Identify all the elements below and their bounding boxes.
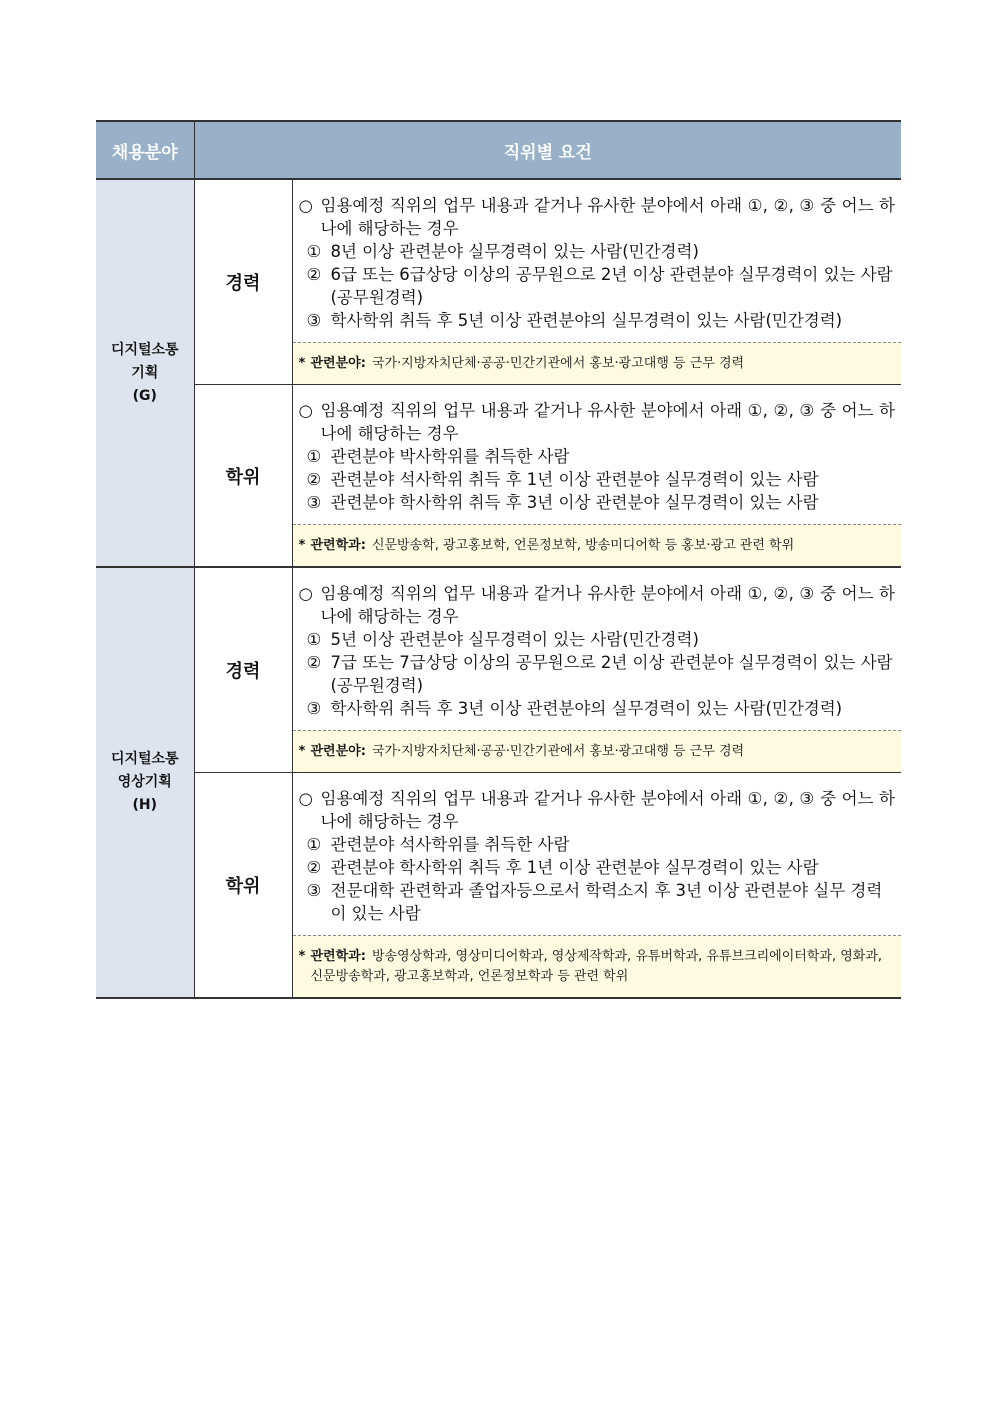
item-number: ① (306, 835, 322, 854)
note-label: 관련분야: (310, 356, 366, 371)
item-number: ③ (306, 311, 322, 330)
note-box (293, 342, 902, 384)
lead-paragraph (299, 582, 896, 628)
table-row (96, 773, 901, 999)
note-body (311, 947, 896, 987)
lead-text: 임용예정 직위의 업무 내용과 같거나 유사한 분야에서 아래 ①, ②, ③ 중 어느 하나에 해당하는 경우 (320, 789, 895, 831)
list-item (299, 879, 896, 925)
list-item (299, 651, 896, 697)
circle-bullet-icon: ○ (298, 789, 313, 808)
circle-bullet-icon: ○ (298, 196, 313, 215)
field-line: 영상기획 (117, 774, 172, 790)
list-item (299, 263, 896, 309)
item-number: ② (306, 653, 322, 672)
item-number: ② (306, 265, 322, 284)
table-row (96, 385, 901, 568)
table-row (96, 179, 901, 385)
item-text: 관련분야 학사학위 취득 후 1년 이상 관련분야 실무경력이 있는 사람 (330, 858, 819, 877)
field-line: 기획 (131, 364, 159, 381)
requirement-cell (292, 179, 901, 385)
item-number: ① (306, 447, 322, 466)
requirements-table (96, 120, 901, 999)
list-item (299, 697, 896, 720)
type-cell: 학위 (194, 385, 292, 568)
field-cell (96, 567, 194, 998)
note-text: 국가·지방자치단체·공공·민간기관에서 홍보·광고대행 등 근무 경력 (371, 356, 745, 371)
item-number: ③ (306, 493, 322, 512)
item-text: 8년 이상 관련분야 실무경력이 있는 사람(민간경력) (330, 242, 699, 261)
note-box (293, 524, 902, 566)
list-item (299, 628, 896, 651)
note-box (293, 935, 902, 997)
requirement-content (293, 180, 902, 342)
note-star: * (298, 356, 306, 371)
item-text: 관련분야 박사학위를 취득한 사람 (330, 447, 570, 466)
field-line: (H) (132, 797, 157, 813)
list-item (299, 309, 896, 332)
note-body (311, 354, 896, 374)
table-header-row (96, 121, 901, 179)
lead-text: 임용예정 직위의 업무 내용과 같거나 유사한 분야에서 아래 ①, ②, ③ 중 어느 하나에 해당하는 경우 (320, 196, 895, 238)
item-number: ③ (306, 699, 322, 718)
list-item (299, 833, 896, 856)
type-cell: 학위 (194, 773, 292, 999)
note-star: * (298, 538, 306, 553)
note-box (293, 730, 902, 772)
field-line: 디지털소통 (110, 341, 179, 358)
note-star: * (298, 744, 306, 759)
list-item (299, 240, 896, 263)
type-cell: 경력 (194, 567, 292, 773)
item-text: 학사학위 취득 후 5년 이상 관련분야의 실무경력이 있는 사람(민간경력) (330, 311, 843, 330)
list-item (299, 445, 896, 468)
requirement-cell (292, 773, 901, 999)
list-item (299, 468, 896, 491)
note-label: 관련학과: (310, 949, 366, 964)
note-text: 방송영상학과, 영상미디어학과, 영상제작학과, 유튜버학과, 유튜브크리에이터학과, 영화과, 신문방송학과, 광고홍보학과, 언론정보학과 등 관련 학위 (310, 949, 883, 984)
note-body (311, 742, 896, 762)
item-text: 관련분야 석사학위를 취득한 사람 (330, 835, 570, 854)
lead-paragraph (299, 787, 896, 833)
item-number: ③ (306, 881, 322, 900)
note-body (311, 536, 896, 556)
header-requirements: 직위별 요건 (194, 121, 901, 179)
item-text: 7급 또는 7급상당 이상의 공무원으로 2년 이상 관련분야 실무경력이 있는 사람(공무원경력) (330, 653, 893, 695)
list-item (299, 856, 896, 879)
item-number: ② (306, 470, 322, 489)
list-item (299, 491, 896, 514)
item-text: 학사학위 취득 후 3년 이상 관련분야의 실무경력이 있는 사람(민간경력) (330, 699, 843, 718)
item-text: 5년 이상 관련분야 실무경력이 있는 사람(민간경력) (330, 630, 699, 649)
circle-bullet-icon: ○ (298, 401, 313, 420)
requirement-content (293, 773, 902, 935)
item-text: 전문대학 관련학과 졸업자등으로서 학력소지 후 3년 이상 관련분야 실무 경력이 있는 사람 (330, 881, 883, 923)
note-text: 국가·지방자치단체·공공·민간기관에서 홍보·광고대행 등 근무 경력 (371, 744, 745, 759)
note-label: 관련분야: (310, 744, 366, 759)
note-label: 관련학과: (310, 538, 366, 553)
field-line: 디지털소통 (110, 751, 179, 767)
type-cell: 경력 (194, 179, 292, 385)
table-row (96, 567, 901, 773)
header-field: 채용분야 (96, 121, 194, 179)
lead-paragraph (299, 194, 896, 240)
lead-paragraph (299, 399, 896, 445)
item-number: ② (306, 858, 322, 877)
item-number: ① (306, 242, 322, 261)
item-text: 관련분야 석사학위 취득 후 1년 이상 관련분야 실무경력이 있는 사람 (330, 470, 819, 489)
requirement-content (293, 568, 902, 730)
lead-text: 임용예정 직위의 업무 내용과 같거나 유사한 분야에서 아래 ①, ②, ③ 중 어느 하나에 해당하는 경우 (320, 584, 895, 626)
item-text: 6급 또는 6급상당 이상의 공무원으로 2년 이상 관련분야 실무경력이 있는 사람(공무원경력) (330, 265, 893, 307)
field-line: (G) (132, 387, 157, 404)
requirement-cell (292, 385, 901, 568)
note-text: 신문방송학, 광고홍보학, 언론정보학, 방송미디어학 등 홍보·광고 관련 학위 (371, 538, 795, 553)
item-number: ① (306, 630, 322, 649)
requirement-content (293, 385, 902, 524)
field-cell (96, 179, 194, 567)
circle-bullet-icon: ○ (298, 584, 313, 603)
lead-text: 임용예정 직위의 업무 내용과 같거나 유사한 분야에서 아래 ①, ②, ③ 중 어느 하나에 해당하는 경우 (320, 401, 895, 443)
requirement-cell (292, 567, 901, 773)
note-star: * (298, 949, 306, 964)
item-text: 관련분야 학사학위 취득 후 3년 이상 관련분야 실무경력이 있는 사람 (330, 493, 819, 512)
